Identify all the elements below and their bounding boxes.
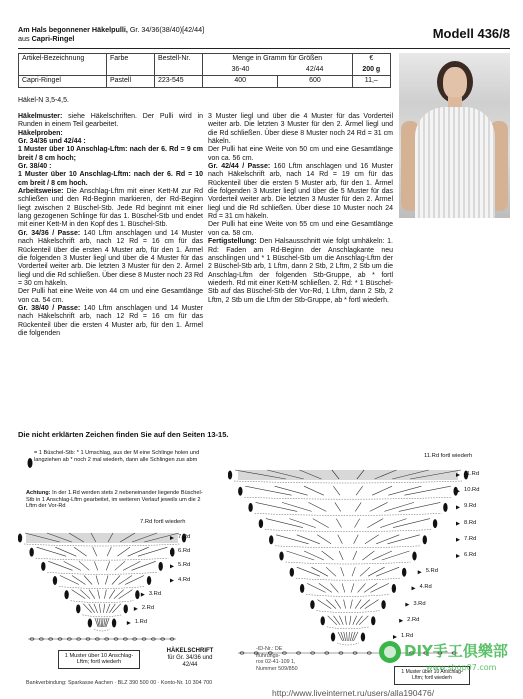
header-title	[18, 25, 204, 43]
cluster-stitch-icon	[300, 584, 304, 593]
stitch-line	[93, 547, 97, 556]
row-arrow-icon	[405, 603, 409, 607]
cluster-stitch-icon	[381, 600, 385, 609]
stitch-line	[245, 486, 291, 495]
row-arrow-icon	[456, 538, 460, 542]
attention-text: In der 1.Rd werden stets 2 nebeneinander liegende Büschel-Stb in 1 Anschlag-Lftm gearbeitet, im weiteren Verlauf jeweils um die 2 Lftm der Vor-Rd	[26, 490, 203, 510]
chart-right-repeat-label: 11.Rd fortl wiederh	[424, 453, 473, 459]
stitch-line	[355, 502, 361, 511]
stitch-line	[106, 618, 109, 627]
stitch-line	[114, 590, 124, 599]
instruction-text: Die Anschlag-Lftm mit einer Kett-M zur Rd schließen und den Rd-Beginn markieren, der Rd-Beginn liegt zwischen 2 Büschel-Stb. Jede Rd beginnt mit einer lang gezogenen Schlinge für das 1. Büschel-Stb und endet mit einer Kett-M in den Kopf des 1. Büschel-Stb.	[18, 188, 203, 229]
row-label: 7.Rd	[178, 534, 191, 540]
stitch-line	[336, 519, 341, 528]
instruction-paragraph	[18, 288, 203, 305]
row-label: 6.Rd	[178, 548, 191, 555]
row-label: 10.Rd	[464, 487, 480, 494]
logo-text: DIY手工俱樂部	[404, 642, 508, 660]
stitch-line	[353, 551, 357, 560]
stitch-line	[128, 547, 149, 556]
td-qty-a: 400	[203, 76, 278, 88]
instruction-text: Der Pulli hat eine Weite von 50 cm und eine Gesamtlänge von ca. 56 cm.	[208, 146, 393, 162]
instruction-text: siehe Häkelschriften. Der Pulli wird in Runden in einem Teil gearbeitet.	[18, 113, 203, 129]
cluster-stitch-icon	[402, 568, 406, 577]
stitch-line	[342, 583, 345, 592]
stitch-line	[335, 600, 341, 609]
instruction-paragraph	[18, 138, 203, 146]
chart-left-title	[160, 648, 220, 669]
stitch-line	[334, 616, 341, 625]
stitch-line	[370, 583, 388, 592]
th-color: Farbe	[107, 54, 155, 76]
stitch-line	[355, 600, 361, 609]
cluster-stitch-icon	[412, 552, 416, 561]
instruction-text: 160 Lftm anschlagen und 16 Muster nach Häkelschrift arb, nach 14 Rd = 19 cm für das Rückenteil über die ersten 5 Muster arb, für den 1. Ärmel die folgenden 3 Muster liegl und über die 5 Muster für das Vorderteil weiter arb. Die letzten 3 Muster für den 2. Ärmel liegl und die Rd schließen. Über diese 10 Muster noch 24 Rd = 31 cm häkeln.	[208, 163, 393, 221]
td-price: 11,–	[352, 76, 390, 88]
cluster-stitch-icon	[392, 584, 396, 593]
stitch-line	[289, 519, 315, 528]
instruction-paragraph	[208, 221, 393, 238]
chain-arc	[94, 629, 110, 631]
stitch-line	[372, 551, 392, 560]
chain-arc	[255, 513, 442, 515]
stitch-line	[326, 600, 336, 609]
stitch-line	[360, 567, 370, 576]
stitch-line	[297, 535, 320, 544]
stitch-line	[304, 551, 324, 560]
chain-arc	[327, 627, 370, 629]
cluster-symbol-icon	[28, 458, 33, 468]
stitch-line	[96, 576, 99, 585]
row-label: 3.Rd	[148, 590, 162, 597]
photo-face	[443, 67, 467, 99]
stitch-line	[138, 547, 167, 556]
stitch-line	[352, 567, 355, 576]
stitch-line	[353, 632, 357, 641]
row-arrow-icon	[170, 579, 174, 583]
chart-right-caption: 1 Muster über 10 Anschlag-Lftm; fortl wiederh	[394, 666, 470, 685]
chain-arc	[82, 615, 121, 617]
chain-arc	[337, 643, 359, 645]
watermark-url: http://www.liveinternet.ru/users/alla190476/	[272, 688, 435, 698]
stitch-line	[112, 604, 120, 613]
imprint-line: fführungs-	[256, 652, 281, 659]
cluster-stitch-icon	[310, 600, 314, 609]
cluster-note-text: = 1 Büschel-Stb: * 1 Umschlag, aus der M eine Schlinge holen und langziehen ab * noch 2 mal wiederh, dann alle Schlingen zus abm	[34, 450, 200, 463]
stitch-line	[266, 519, 303, 528]
stitch-line	[350, 632, 352, 641]
stitch-line	[393, 519, 430, 528]
row-arrow-icon	[456, 554, 460, 558]
stitch-line	[106, 604, 110, 613]
td-qty-b: 600	[278, 76, 352, 88]
row-label: 3.Rd	[413, 600, 426, 607]
stitch-line	[72, 590, 86, 599]
row-label: 1.Rd	[134, 619, 148, 625]
td-article: Capri-Ringel	[19, 76, 107, 88]
instruction-paragraph	[208, 146, 393, 163]
stitch-line	[297, 567, 320, 576]
row-arrow-icon	[399, 619, 403, 623]
stitch-line	[287, 551, 315, 560]
instruction-paragraph	[18, 305, 203, 338]
stitch-line	[95, 618, 98, 627]
stitch-line	[89, 604, 95, 613]
instruction-text: 140 Lftm anschlagen und 14 Muster nach Häkelschrift arb, nach 12 Rd = 16 cm für das Rückenteil über die ersten 4 Muster arb, für den 1. Ärmel die folgenden	[18, 304, 203, 337]
imprint-line: rox 02-41-109 1,	[256, 659, 296, 666]
imprint-line: Nummer 509/850	[256, 665, 298, 672]
bank-footer: Bankverbindung: Sparkasse Aachen · BLZ 390 500 00 · Konto-Nr. 10 304 700	[26, 680, 213, 686]
stitch-line	[276, 535, 308, 544]
cluster-stitch-icon	[433, 519, 437, 528]
stitch-line	[319, 583, 332, 592]
row-label: 11.Rd	[464, 471, 480, 477]
th-size-a: 36-40	[203, 65, 278, 76]
stitch-line	[308, 502, 326, 511]
stitch-line	[104, 590, 106, 599]
row-label: 2.Rd	[407, 616, 420, 623]
stitch-line	[48, 561, 72, 570]
row-label: 7.Rd	[464, 535, 477, 542]
chart-left-subtitle: für Gr. 34/36 und 42/44	[167, 655, 213, 668]
material-table	[18, 53, 391, 88]
chart-left-repeat-label: 7.Rd fortl wiederh	[140, 519, 186, 525]
stitch-line	[376, 567, 399, 576]
stitch-line	[103, 604, 104, 613]
cluster-stitch-icon	[290, 568, 294, 577]
cluster-stitch-icon	[259, 519, 263, 528]
stitch-line	[380, 519, 406, 528]
stitch-line	[365, 535, 379, 544]
cluster-stitch-icon	[18, 534, 22, 543]
row-arrow-icon	[141, 593, 145, 597]
td-order-no: 223-545	[155, 76, 203, 88]
stitch-line	[119, 576, 133, 585]
stitch-line	[307, 583, 325, 592]
stitch-line	[119, 590, 133, 599]
instruction-paragraph	[18, 171, 203, 188]
stitch-line	[347, 632, 348, 641]
instruction-text: Der Pulli hat eine Weite von 55 cm und eine Gesamtlänge von ca. 58 cm.	[208, 221, 393, 237]
cluster-stitch-icon	[112, 619, 116, 628]
stitch-line	[365, 600, 379, 609]
instruction-heading: 1 Muster über 10 Anschlag-Lftm: nach der 6. Rd = 9 cm breit / 8 cm hoch;	[18, 146, 203, 162]
table-row	[19, 76, 391, 88]
stitch-line	[125, 576, 144, 585]
instruction-text: 3 Muster liegl und über die 4 Muster für das Vorderteil weiter arb. Die letzten 3 Muster für den 2. Ärmel liegl und die Rd schließen. Über diese 8 Muster noch 24 Rd = 31 cm häkeln.	[208, 113, 393, 146]
instruction-heading: Arbeitsweise:	[18, 188, 64, 196]
chain-arc	[265, 530, 431, 532]
header-sizes: Gr. 34/36(38/40)[42/44]	[127, 25, 205, 34]
diy-logo	[376, 634, 516, 676]
logo-url: www.shop07.com	[426, 663, 497, 672]
instruction-paragraph	[208, 238, 393, 305]
row-label: 4.Rd	[419, 584, 432, 591]
document-header	[18, 25, 510, 47]
cluster-stitch-icon	[88, 619, 92, 628]
stitch-line	[349, 632, 350, 641]
instruction-heading: Gr. 38/40 :	[18, 163, 52, 171]
chart-left-caption: 1 Muster über 10 Anschlag-Lftm; fortl wiederh	[58, 650, 140, 669]
th-quantity: Menge in Gramm für Größen	[203, 54, 353, 65]
stitch-line	[370, 502, 388, 511]
instruction-paragraph	[18, 130, 203, 138]
stitch-line	[338, 632, 342, 641]
stitch-line	[317, 600, 331, 609]
stitch-line	[367, 519, 383, 528]
row-arrow-icon	[127, 621, 131, 625]
td-color: Pastell	[107, 76, 155, 88]
stitch-line	[345, 616, 346, 625]
instructions-column-2	[208, 113, 393, 305]
instructions-column-1	[18, 113, 203, 338]
stitch-line	[313, 519, 329, 528]
stitch-line	[256, 502, 298, 511]
stitch-line	[105, 576, 108, 585]
cluster-stitch-icon	[76, 604, 80, 613]
stitch-line	[335, 502, 341, 511]
imprint-fragment	[256, 646, 298, 672]
stitch-line	[109, 604, 115, 613]
row-arrow-icon	[456, 522, 460, 526]
stitch-line	[350, 616, 351, 625]
cluster-stitch-icon	[53, 576, 57, 585]
row-label: 2.Rd	[141, 604, 155, 611]
chain-arc	[47, 572, 156, 574]
stitch-line	[72, 576, 86, 585]
repeat-band	[26, 533, 178, 543]
stitch-line	[311, 567, 327, 576]
cluster-stitch-icon	[158, 562, 162, 571]
stitch-line	[404, 486, 450, 495]
stitch-line	[64, 561, 81, 570]
stitch-line	[372, 486, 392, 495]
row-label: 8.Rd	[464, 519, 477, 526]
row-label: 6.Rd	[464, 552, 477, 558]
stitch-line	[109, 590, 115, 599]
stitch-line	[338, 535, 343, 544]
cluster-stitch-icon	[331, 633, 335, 642]
th-article: Artikel-Bezeichnung	[19, 54, 107, 76]
stitch-line	[83, 604, 91, 613]
stitch-line	[282, 502, 312, 511]
stitch-line	[117, 547, 130, 556]
cluster-stitch-icon	[321, 616, 325, 625]
cluster-stitch-icon	[371, 616, 375, 625]
header-rule	[18, 48, 510, 49]
logo-mark-inner-icon	[384, 646, 396, 658]
instruction-text: 140 Lftm anschlagen und 14 Muster nach Häkelschrift arb, nach 12 Rd = 16 cm für das Rückenteil über die ersten 4 Muster arb, für den 1. Ärmel die folgenden 3 Muster liegl und über die 4 Muster für das Vorderteil weiter arb. Die letzten 3 Muster für den 2. Ärmel liegl und die Rd schließen. Über diese 8 Muster noch 23 Rd = 30 cm häkeln.	[18, 229, 203, 287]
chain-arc	[296, 578, 400, 580]
stitch-line	[362, 551, 374, 560]
row-label: 5.Rd	[425, 568, 438, 575]
row-label: 4.Rd	[178, 576, 191, 583]
stitch-line	[341, 632, 344, 641]
hook-size: Häkel-N 3,5-4,5.	[18, 97, 69, 104]
row-arrow-icon	[170, 564, 174, 568]
instruction-paragraph	[18, 188, 203, 230]
instruction-text: Der Pulli hat eine Weite von 44 cm und eine Gesamtlänge von ca. 54 cm.	[18, 288, 203, 304]
stitch-line	[350, 600, 352, 609]
stitch-line	[333, 486, 340, 495]
stitch-line	[384, 502, 414, 511]
stitch-line	[80, 590, 90, 599]
stitch-line	[89, 590, 95, 599]
stitch-line	[94, 561, 97, 570]
instruction-paragraph	[18, 146, 203, 163]
cluster-stitch-icon	[361, 633, 365, 642]
stitch-line	[328, 616, 337, 625]
stitch-line	[107, 547, 111, 556]
stitch-line	[351, 583, 354, 592]
cluster-stitch-icon	[248, 503, 252, 512]
instruction-heading: Häkelmuster:	[18, 113, 63, 120]
stitch-line	[123, 561, 140, 570]
instruction-paragraph	[18, 113, 203, 130]
stitch-line	[79, 561, 89, 570]
stitch-line	[74, 547, 87, 556]
instruction-heading: Häkelproben:	[18, 129, 63, 137]
stitch-line	[98, 590, 100, 599]
stitch-line	[356, 486, 363, 495]
chain-arc	[24, 544, 180, 546]
stitch-line	[37, 547, 66, 556]
cluster-stitch-icon	[124, 604, 128, 613]
stitch-line	[387, 535, 419, 544]
row-arrow-icon	[412, 586, 416, 590]
row-arrow-icon	[134, 607, 138, 611]
stitch-line	[356, 616, 363, 625]
stitch-line	[322, 551, 334, 560]
stitch-line	[132, 561, 156, 570]
photo-sweater	[415, 107, 495, 218]
stitch-line	[359, 616, 368, 625]
cluster-stitch-icon	[29, 548, 33, 557]
stitch-line	[339, 551, 343, 560]
stitch-line	[304, 486, 324, 495]
row-label: 5.Rd	[178, 562, 191, 569]
cluster-stitch-icon	[423, 535, 427, 544]
legend-reference: Die nicht erklärten Zeichen finden Sie auf den Seiten 13-15.	[18, 430, 229, 439]
attention-label: Achtung:	[26, 490, 51, 496]
stitch-line	[344, 632, 346, 641]
cluster-stitch-icon	[41, 562, 45, 571]
th-order-no: Bestell-Nr.	[155, 54, 203, 76]
header-title-bold: Am Hals begonnener Häkelpulli,	[18, 25, 128, 34]
cluster-stitch-icon	[147, 576, 151, 585]
chain-arc	[286, 562, 411, 564]
stitch-line	[99, 604, 100, 613]
instruction-paragraph	[18, 230, 203, 288]
stitch-line	[341, 567, 344, 576]
instruction-heading: Gr. 38/40 / Passe:	[18, 304, 81, 312]
cluster-stitch-icon	[64, 590, 68, 599]
stitch-line	[360, 600, 370, 609]
row-label: 1.Rd	[400, 633, 414, 639]
chain-arc	[244, 497, 451, 499]
stitch-line	[388, 486, 421, 495]
chain-arc	[36, 558, 169, 560]
th-currency: €	[352, 54, 390, 65]
stitch-line	[353, 616, 357, 625]
stitch-line	[344, 600, 346, 609]
stitch-line	[382, 551, 410, 560]
stitch-line	[275, 486, 308, 495]
row-label: 9.Rd	[464, 503, 477, 510]
stitch-line	[106, 561, 109, 570]
repeat-band	[238, 470, 458, 480]
row-arrow-icon	[418, 570, 422, 574]
stitch-line	[354, 519, 359, 528]
cluster-stitch-icon	[228, 471, 232, 480]
row-arrow-icon	[456, 489, 460, 493]
stitch-line	[60, 576, 79, 585]
cluster-stitch-icon	[269, 535, 273, 544]
stitch-line	[112, 576, 120, 585]
instruction-heading: Gr. 34/36 und 42/44 :	[18, 138, 86, 146]
stitch-line	[330, 583, 338, 592]
model-number: Modell 436/8	[432, 26, 510, 41]
chain-arc	[71, 601, 134, 603]
chart-right-body	[228, 470, 468, 654]
chain-arc	[275, 546, 421, 548]
stitch-line	[399, 502, 441, 511]
th-size-b: 42/44	[278, 65, 352, 76]
instruction-heading: Gr. 42/44 / Passe:	[208, 163, 271, 171]
stitch-line	[354, 535, 359, 544]
row-arrow-icon	[456, 505, 460, 509]
cluster-stitch-icon	[238, 487, 242, 496]
stitch-line	[94, 604, 98, 613]
stitch-line	[376, 535, 399, 544]
instruction-paragraph	[208, 113, 393, 146]
chart-left-title-text: HÄKELSCHRIFT	[166, 648, 214, 654]
instruction-heading: 1 Muster über 10 Anschlag-Lftm: nach der 6. Rd = 10 cm breit / 8 cm hoch.	[18, 171, 203, 187]
chain-arc	[59, 587, 145, 589]
instruction-text: Den Halsausschnitt wie folgt umhäkeln: 1. Rd: Faden am Rd-Beginn der Anschlagkante neu anschlingen und * 1 Büschel-Stb um die Anschlag-Lftm der 2 Büschel-Stb arb, 1 Lftm, dann 2 Stb, 2 Lftm, 2 Stb um die Anschlag-Lftm der folgenden Stb-Gruppe, ab * fortl wiederh. Rd mit einer Kett-M schließen. 2. Rd: * 1 Büschel-Stb auf das Büschel-Stb der Vor-Rd, 1 Lftm, dann 2 Stb, 2 Lftm, 2 Stb um die Lftm der Stb-Gruppe, ab * fortl wiederh.	[208, 238, 393, 304]
stitch-line	[364, 583, 377, 592]
instruction-paragraph	[208, 163, 393, 221]
model-photo	[399, 53, 510, 218]
imprint-line: -ID-Nr.: DE	[256, 646, 283, 652]
chain-arc	[306, 594, 390, 596]
chain-arc	[316, 611, 379, 613]
table-header-row	[19, 54, 391, 65]
stitch-line	[55, 547, 76, 556]
chart-left-body	[18, 533, 186, 640]
chain-arc	[234, 481, 462, 483]
header-prefix: aus	[18, 34, 32, 43]
instruction-heading: Gr. 34/36 / Passe:	[18, 229, 81, 237]
instruction-heading: Fertigstellung:	[208, 238, 257, 246]
stitch-line	[368, 567, 384, 576]
stitch-line	[115, 561, 125, 570]
header-yarn: Capri-Ringel	[31, 34, 75, 43]
cluster-stitch-icon	[279, 552, 283, 561]
instruction-paragraph	[18, 163, 203, 171]
stitch-line	[317, 535, 331, 544]
stitch-line	[84, 576, 92, 585]
cluster-stitch-icon	[443, 503, 447, 512]
stitch-line	[358, 583, 366, 592]
th-per: 200 g	[352, 65, 390, 76]
cluster-stitch-icon	[135, 590, 139, 599]
stitch-line	[339, 616, 343, 625]
stitch-line	[326, 567, 336, 576]
stitch-line	[352, 632, 355, 641]
